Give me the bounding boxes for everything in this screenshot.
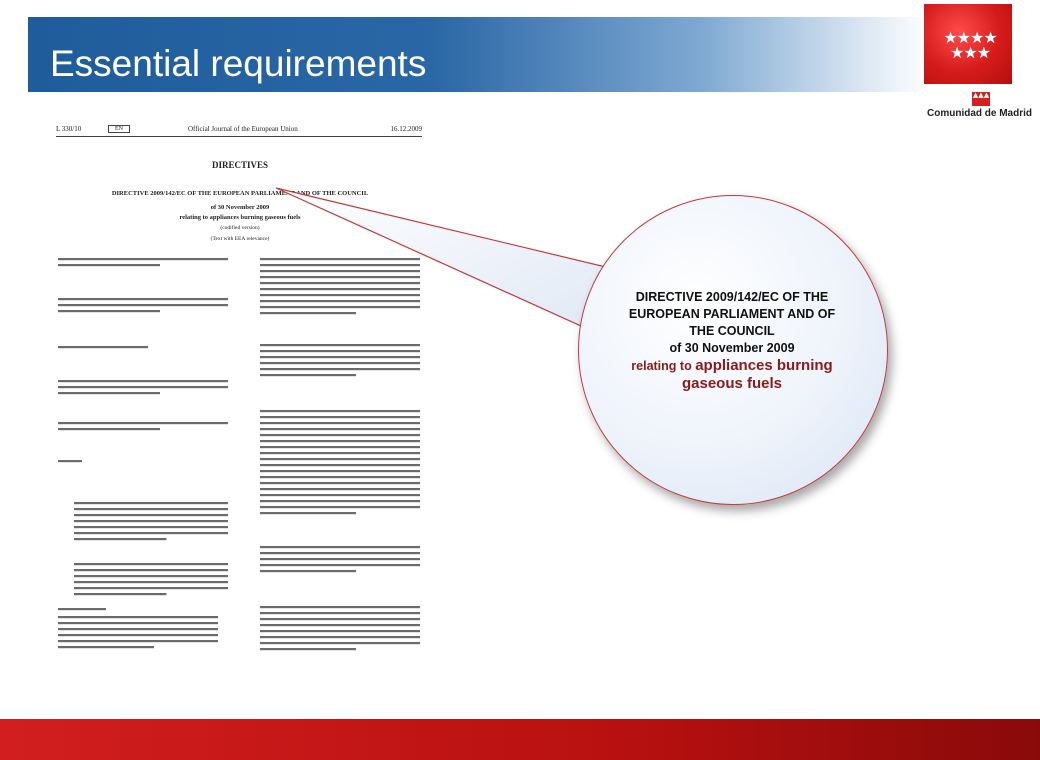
stars-icon: ★★★★ ★★★ xyxy=(943,28,997,62)
journal-page-ref: L 330/10 xyxy=(56,125,82,133)
callout-line-2: EUROPEAN PARLIAMENT AND OF xyxy=(628,307,836,321)
journal-date: 16.12.2009 xyxy=(390,125,422,133)
doc-codified: (codified version) xyxy=(220,225,260,231)
callout-line-5-prefix: relating to xyxy=(631,359,692,373)
callout-line-4: of 30 November 2009 xyxy=(669,341,795,355)
callout-line-3: THE COUNCIL xyxy=(689,324,775,338)
doc-eea: (Text with EEA relevance) xyxy=(210,236,270,242)
callout-line-5 xyxy=(594,357,870,375)
doc-directive-subject: relating to appliances burning gaseous fuels xyxy=(179,214,301,221)
bottom-bar xyxy=(0,719,1040,760)
journal-name: Official Journal of the European Union xyxy=(188,125,298,133)
doc-directive-title: DIRECTIVE 2009/142/EC OF THE EUROPEAN PARLIAMENT AND OF THE COUNCIL xyxy=(111,190,369,197)
callout-line-1: DIRECTIVE 2009/142/EC OF THE xyxy=(635,290,829,304)
callout-text xyxy=(594,289,870,392)
logo-name: Comunidad de Madrid xyxy=(927,108,1032,119)
callout-line-5-highlight: appliances burning xyxy=(695,357,833,374)
doc-directive-date: of 30 November 2009 xyxy=(210,204,270,211)
journal-lang: EN xyxy=(108,125,130,133)
callout-line-6: gaseous fuels xyxy=(681,375,783,392)
slide-title: Essential requirements xyxy=(50,43,427,84)
doc-section-heading: DIRECTIVES xyxy=(211,160,269,170)
madrid-mark-icon: ▲▲▲ xyxy=(972,92,990,106)
